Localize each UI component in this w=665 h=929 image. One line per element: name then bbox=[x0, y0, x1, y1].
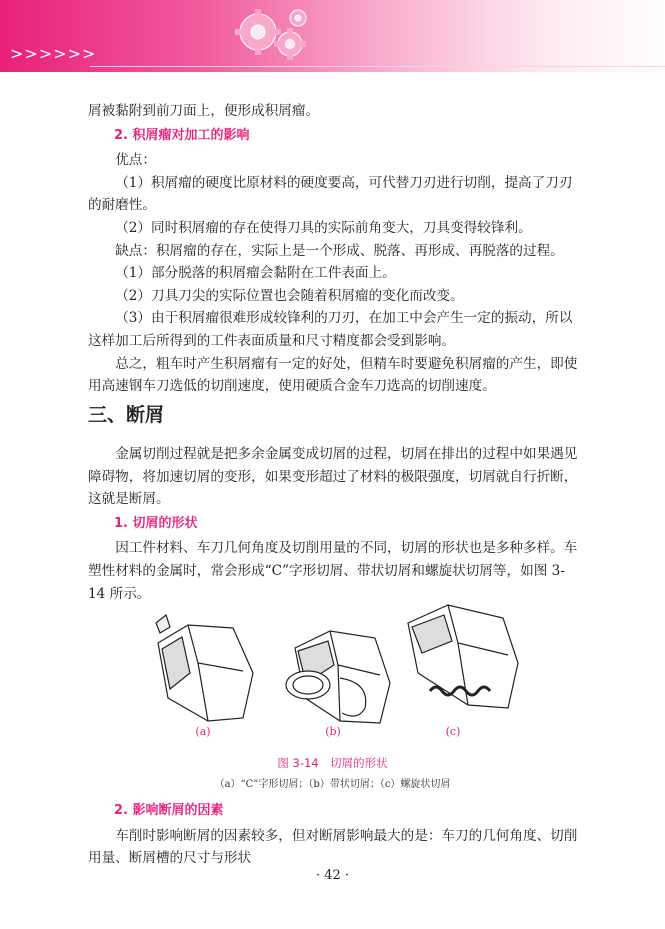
paragraph: （1）部分脱落的积屑瘤会黏附在工件表面上。 bbox=[115, 265, 396, 282]
page-header-band bbox=[0, 0, 665, 72]
figure-caption: （a）“C”字形切屑；（b）带状切屑；（c）螺旋状切屑 bbox=[214, 779, 451, 790]
paragraph: 缺点：积屑瘤的存在，实际上是一个形成、脱落、再形成、再脱落的过程。 bbox=[115, 242, 564, 259]
lower-text-block bbox=[88, 443, 578, 605]
figure-label-c: (c) bbox=[445, 725, 461, 738]
tool-illustration-a bbox=[156, 615, 253, 721]
paragraph: 车削时影响断屑的因素较多，但对断屑影响最大的是：车刀的几何角度、切削用量、断屑槽的尺寸与形状 bbox=[88, 827, 578, 867]
paragraph: （1）积屑瘤的硬度比原材料的硬度要高，可代替刀刃进行切削，提高了刀刃的耐磨性。 bbox=[88, 174, 573, 214]
chip-shapes-figure bbox=[148, 603, 528, 753]
header-rule bbox=[90, 66, 665, 67]
figure-title: 图 3-14 切屑的形状 bbox=[277, 756, 388, 770]
subheading: 2. 影响断屑的因素 bbox=[114, 803, 224, 818]
figure-label-b: (b) bbox=[325, 725, 341, 738]
section-title: 三、断屑 bbox=[88, 404, 165, 426]
gears-icon bbox=[228, 4, 318, 68]
paragraph: 总之，粗车时产生积屑瘤有一定的好处，但精车时要避免积屑瘤的产生，即使用高速钢车刀选低的切削速度，使用硬质合金车刀选高的切削速度。 bbox=[88, 355, 578, 395]
paragraph: （2）刀具刀尖的实际位置也会随着积屑瘤的变化而改变。 bbox=[115, 287, 464, 304]
page-number: · 42 · bbox=[315, 868, 350, 883]
figure-label-a: (a) bbox=[195, 725, 211, 738]
chevron-decoration: >>>>>> bbox=[10, 44, 97, 63]
paragraph: （2）同时积屑瘤的存在使得刀具的实际前角变大，刀具变得较锋利。 bbox=[115, 219, 532, 236]
tool-illustration-c bbox=[408, 605, 518, 708]
paragraph: （3）由于积屑瘤很难形成较锋利的刀刃，在加工中会产生一定的振动，所以这样加工后所得到的工件表面质量和尺寸精度都会受到影响。 bbox=[88, 310, 573, 349]
paragraph: 屑被黏附到前刀面上，便形成积屑瘤。 bbox=[88, 103, 320, 119]
paragraph: 因工件材料、车刀几何角度及切削用量的不同，切屑的形状也是多种多样。车塑性材料的金属时，常会形成“C”字形切屑、带状切屑和螺旋状切屑等，如图 3-14 所示。 bbox=[88, 540, 578, 602]
subheading: 1. 切屑的形状 bbox=[114, 515, 198, 531]
subheading: 2. 积屑瘤对加工的影响 bbox=[114, 127, 250, 143]
upper-text-block bbox=[88, 100, 578, 398]
bottom-text-block bbox=[88, 800, 578, 870]
tool-illustration-b bbox=[286, 631, 390, 723]
paragraph: 金属切削过程就是把多余金属变成切屑的过程，切屑在排出的过程中如果遇见障碍物，将加速切屑的变形，如果变形超过了材料的极限强度，切屑就自行折断，这就是断屑。 bbox=[88, 446, 578, 508]
paragraph: 优点： bbox=[115, 152, 156, 169]
